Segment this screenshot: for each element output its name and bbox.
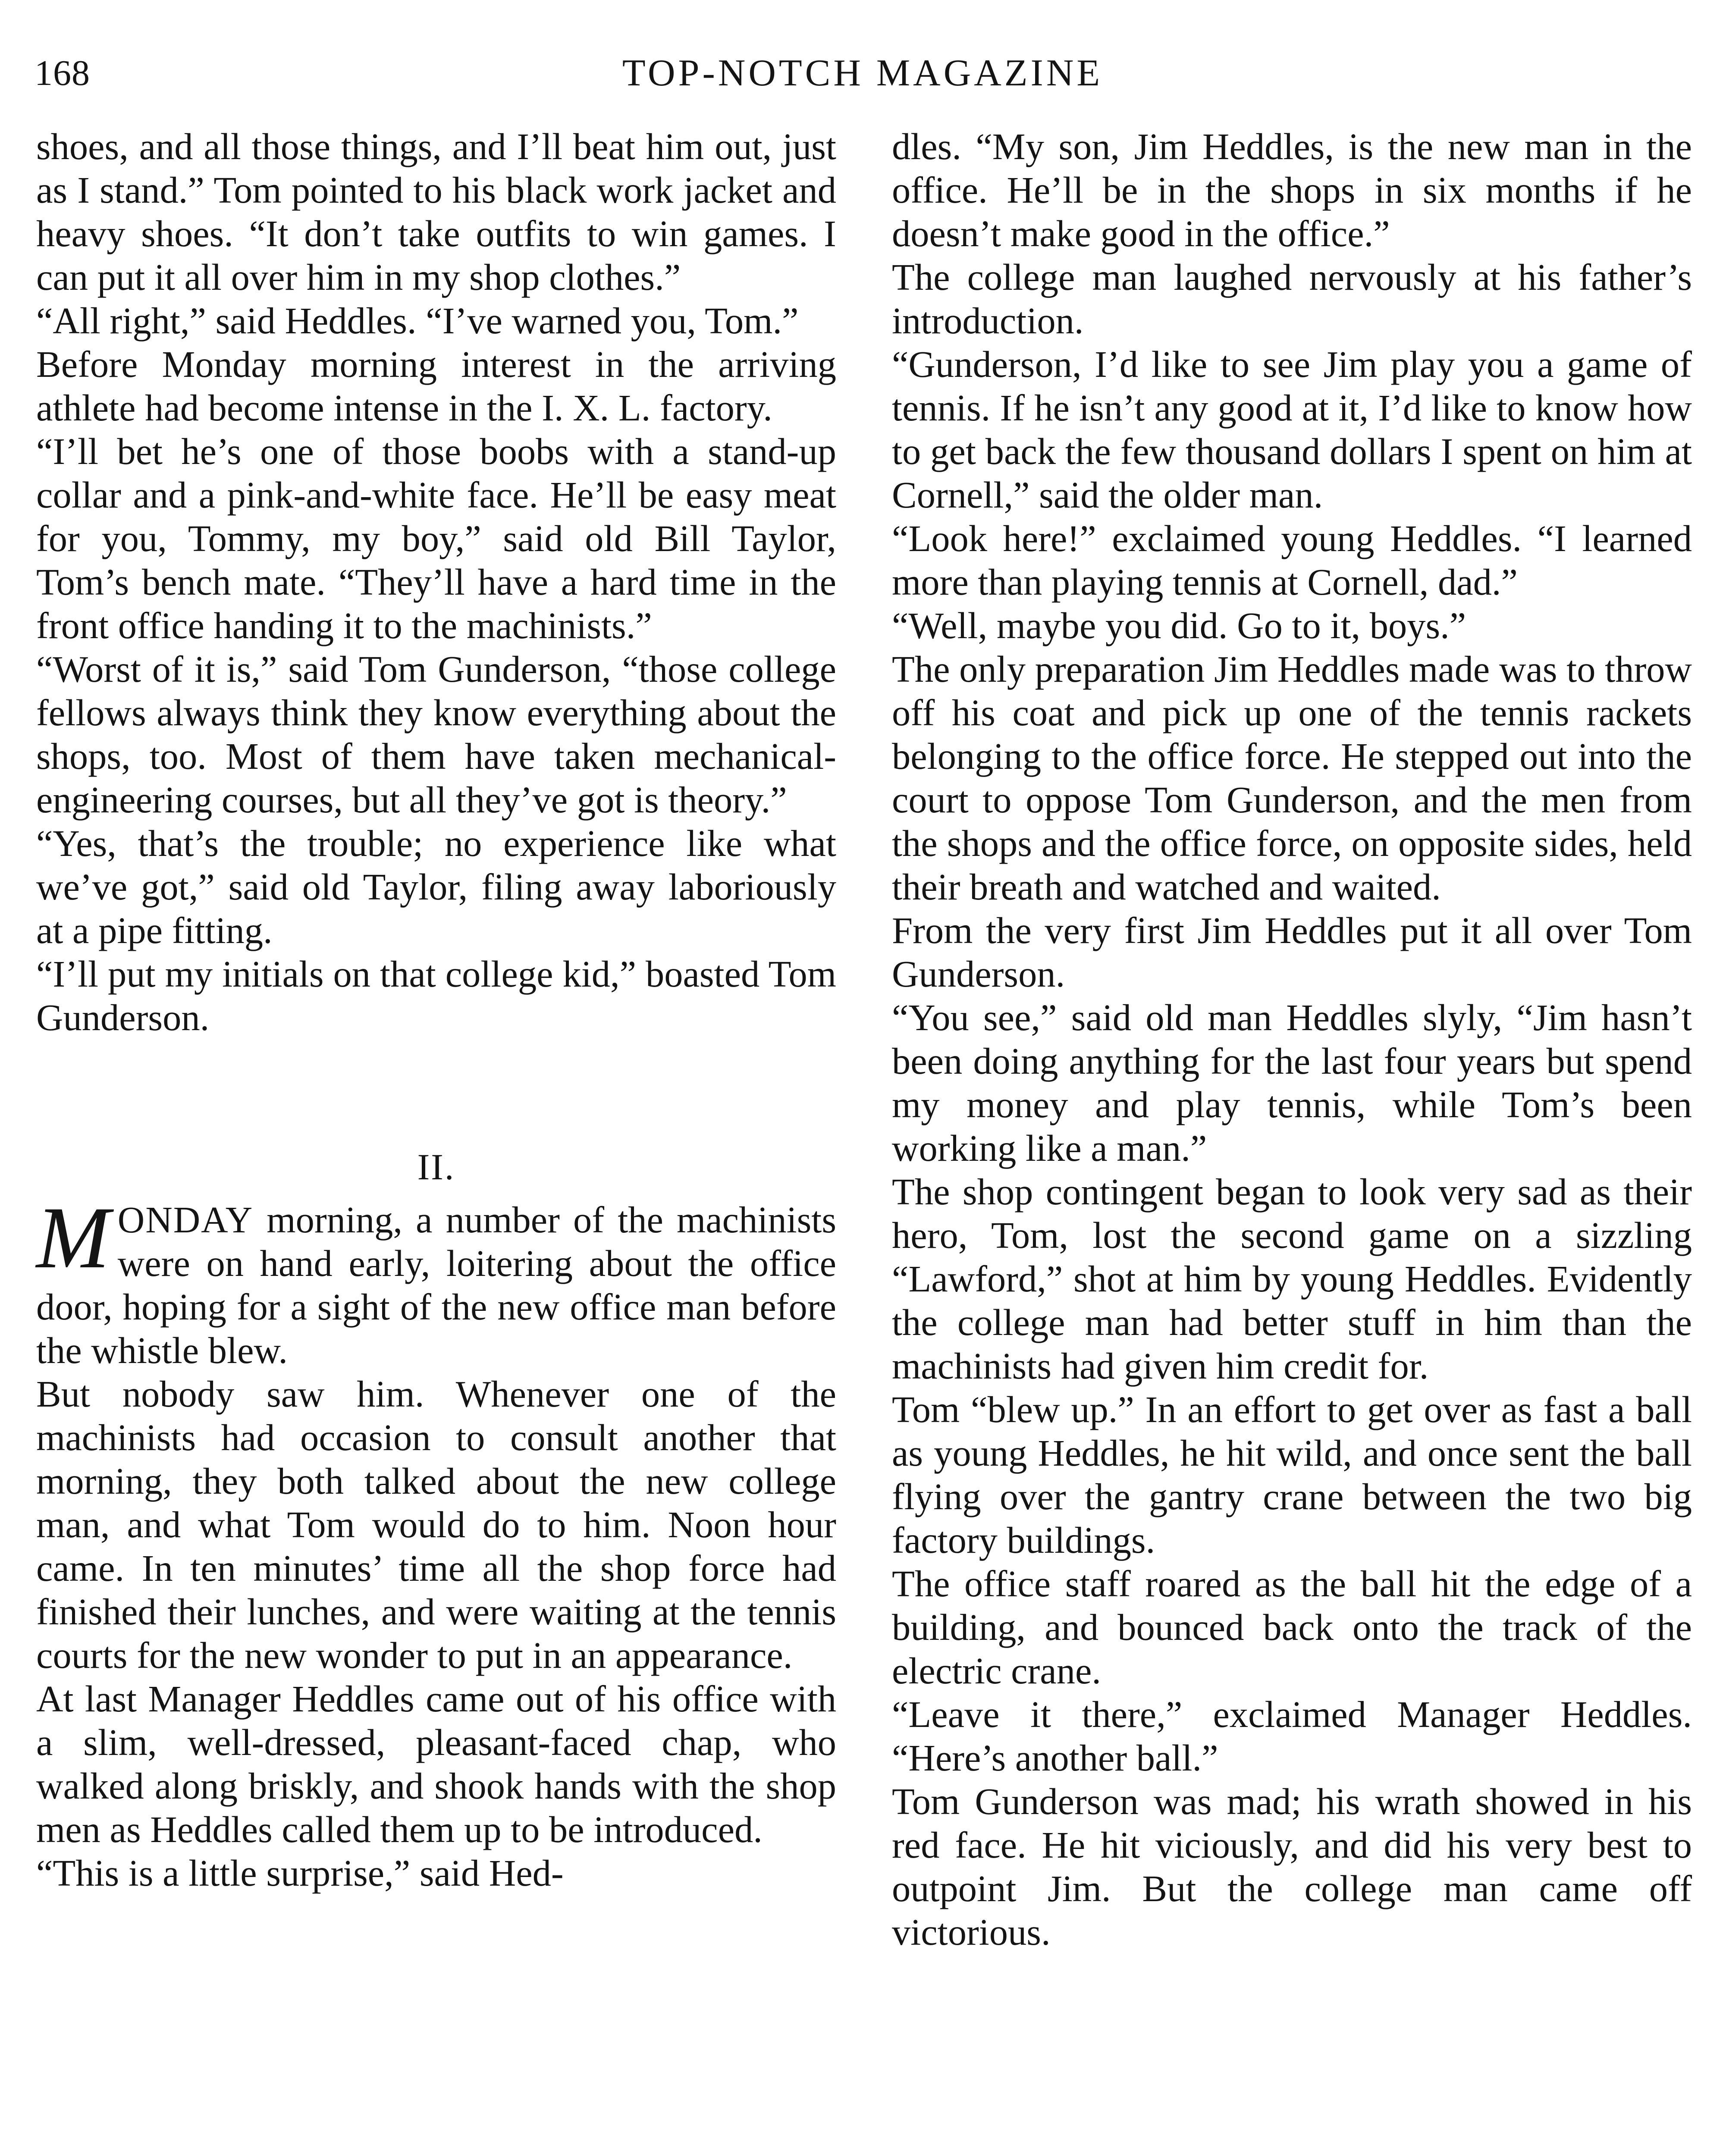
magazine-title: TOP-NOTCH MAGAZINE (622, 52, 1103, 94)
paragraph: Tom “blew up.” In an effort to get over as fast a ball as young Heddles, he hit wild, and once sent the ball flying over the gantry crane between the two big factory buildings. (892, 1389, 1692, 1561)
paragraph: “I’ll bet he’s one of those boobs with a stand-up collar and a pink-and-white face. He’ll be easy meat for you, Tommy, my boy,” said old Bill Taylor, Tom’s bench mate. “They’ll have a hard time in the front office handing it to the machinists.” (36, 431, 836, 646)
paragraph: From the very first Jim Heddles put it all over Tom Gunderson. (892, 910, 1692, 995)
paragraph: “Look here!” exclaimed young Heddles. “I learned more than playing tennis at Cornell, dad.” (892, 518, 1692, 603)
paragraph: “All right,” said Heddles. “I’ve warned you, Tom.” (36, 300, 799, 342)
paragraph: “Well, maybe you did. Go to it, boys.” (892, 605, 1466, 646)
left-column (36, 125, 836, 1895)
page-number: 168 (35, 53, 90, 93)
section-heading: II. (417, 1146, 455, 1188)
dropcap-paragraph-text: morning, a number of the machinists were on hand early, loitering about the office door, hoping for a sight of the new office man before the whistle blew. (36, 1199, 836, 1371)
paragraph: “Worst of it is,” said Tom Gunderson, “those college fellows always think they know everything about the shops, too. Most of them have taken mechanical-engineering courses, but all they’ve got is theory.” (36, 649, 836, 821)
right-column (892, 125, 1692, 1954)
paragraph: “This is a little surprise,” said Hed- (36, 1852, 564, 1894)
paragraph: “Yes, that’s the trouble; no experience like what we’ve got,” said old Taylor, filing away laboriously at a pipe fitting. (36, 823, 836, 951)
paragraph: The shop contingent began to look very sad as their hero, Tom, lost the second game on a sizzling “Lawford,” shot at him by young Heddles. Evidently the college man had better stuff in him than the machinists had given him credit for. (892, 1171, 1692, 1387)
paragraph: “I’ll put my initials on that college kid,” boasted Tom Gunderson. (36, 953, 836, 1038)
paragraph: At last Manager Heddles came out of his office with a slim, well-dressed, pleasant-faced chap, who walked along briskly, and shook hands with the shop men as Heddles called them up to be introduced. (36, 1678, 836, 1850)
page-header (35, 47, 1691, 99)
paragraph: “Leave it there,” exclaimed Manager Heddles. “Here’s another ball.” (892, 1694, 1692, 1779)
paragraph: shoes, and all those things, and I’ll beat him out, just as I stand.” Tom pointed to his black work jacket and heavy shoes. “It don’t take outfits to win games. I can put it all over him in my shop clothes.” (36, 126, 836, 298)
paragraph: “Gunderson, I’d like to see Jim play you a game of tennis. If he isn’t any good at it, I’d like to know how to get back the few thousand dollars I spent on him at Cornell,” said the older man. (892, 344, 1692, 516)
dropcap-first-words: ONDAY (117, 1199, 254, 1241)
dropcap-paragraph (36, 1189, 836, 1373)
paragraph: Tom Gunderson was mad; his wrath showed in his red face. He hit viciously, and did his very best to outpoint Jim. But the college man came off victorious. (892, 1781, 1692, 1953)
paragraph: dles. “My son, Jim Heddles, is the new man in the office. He’ll be in the shops in six months if he doesn’t make good in the office.” (892, 126, 1692, 254)
paragraph: Before Monday morning interest in the arriving athlete had become intense in the I. X. L. factory. (36, 344, 836, 429)
dropcap-letter: M (36, 1189, 110, 1287)
paragraph: The office staff roared as the ball hit the edge of a building, and bounced back onto the track of the electric crane. (892, 1563, 1692, 1692)
paragraph: The only preparation Jim Heddles made was to throw off his coat and pick up one of the tennis rackets belonging to the office force. He stepped out into the court to oppose Tom Gunderson, and the men from the shops and the office force, on opposite sides, held their breath and watched and waited. (892, 649, 1692, 908)
paragraph: The college man laughed nervously at his father’s introduction. (892, 257, 1692, 342)
paragraph: “You see,” said old man Heddles slyly, “Jim hasn’t been doing anything for the last four years but spend my money and play tennis, while Tom’s been working like a man.” (892, 997, 1692, 1169)
paragraph: But nobody saw him. Whenever one of the machinists had occasion to consult another that morning, they both talked about the new college man, and what Tom would do to him. Noon hour came. In ten minutes’ time all the shop force had finished their lunches, and were waiting at the tennis courts for the new wonder to put in an appearance. (36, 1373, 836, 1676)
